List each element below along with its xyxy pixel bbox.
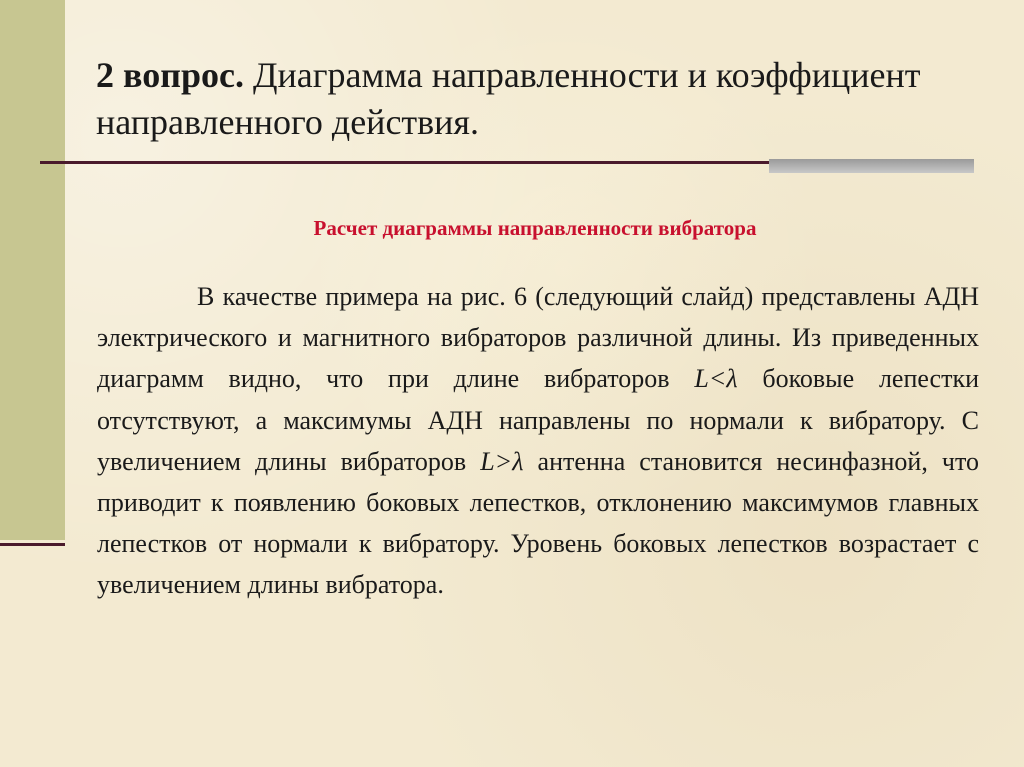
left-bar-underline [0,543,65,546]
accent-gray-bar [769,159,974,173]
paragraph-part-2: боковые лепестки отсутствуют, а максимумы АДН направлены по нормали к вибратору. С увеличением длины вибраторов [97,364,980,476]
paragraph-part-1: В качестве примера на рис. 6 (следующий слайд) представлены АДН электрического и магнитного вибраторов различной длины. Из приведенных диаграмм видно, что при длине вибраторов [97,282,979,394]
title-text: Диаграмма направленности и коэффициент направленного действия. [96,55,921,142]
left-decorative-bar [0,0,65,540]
slide-title [96,52,976,146]
section-subheading: Расчет диаграммы направленности вибратора [313,216,757,240]
formula-l-greater-lambda: L>λ [480,446,524,476]
paragraph-part-3: антенна становится несинфазной, что приводит к появлению боковых лепестков, отклонению максимумов главных лепестков от нормали к вибратору. Уровень боковых лепестков возрастает с увеличением длины вибратора. [97,446,979,600]
question-number: 2 вопрос. [96,55,244,95]
body-paragraph [97,276,979,606]
formula-l-less-lambda: L<λ [694,364,738,394]
